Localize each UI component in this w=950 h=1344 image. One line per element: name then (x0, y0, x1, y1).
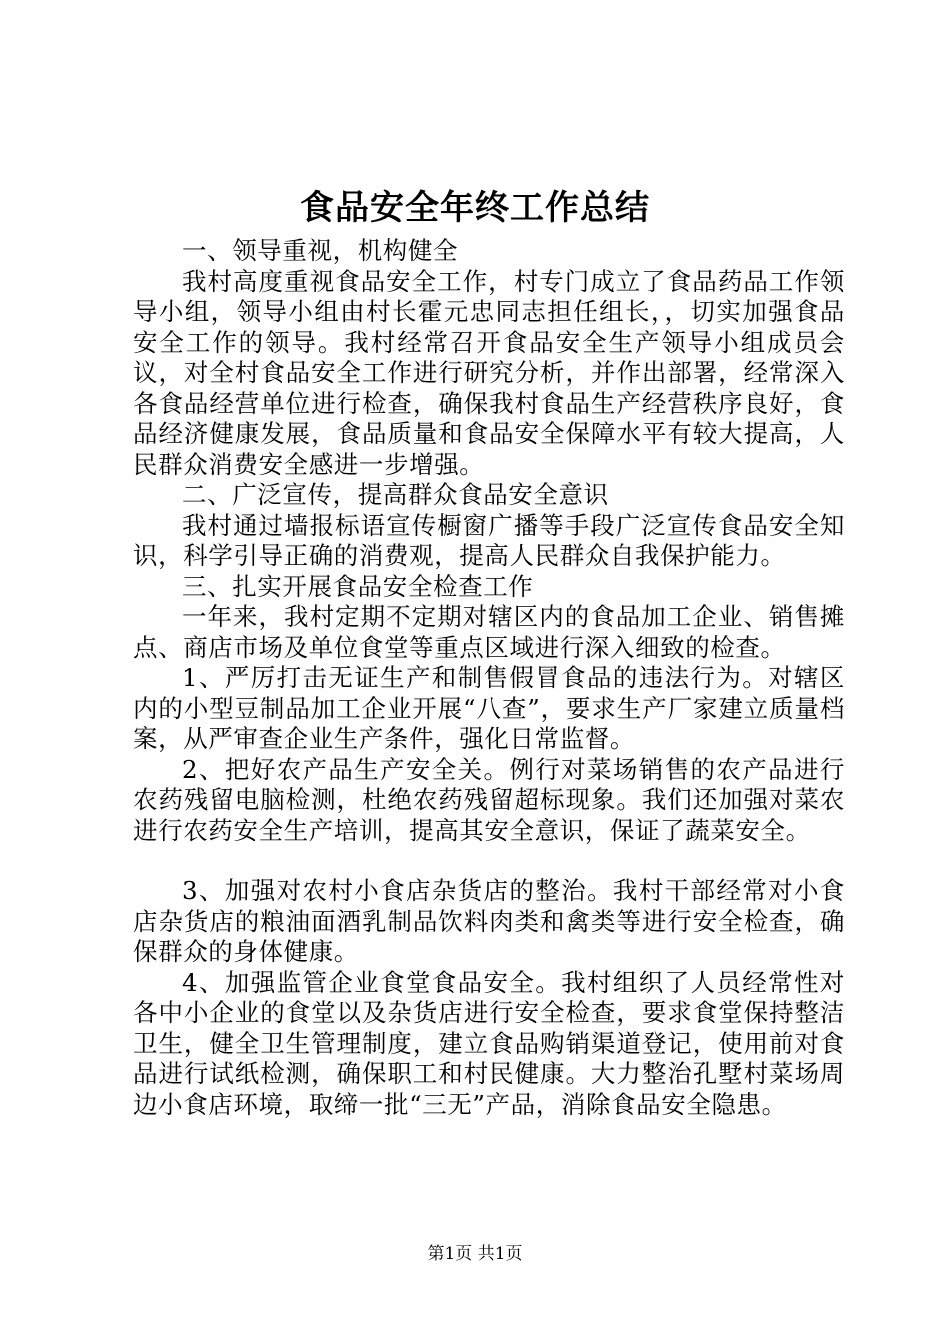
section-heading-3: 三、扎实开展食品安全检查工作 (182, 571, 534, 601)
document-body (133, 236, 845, 1120)
section-heading-2: 二、广泛宣传，提高群众食品安全意识 (182, 480, 609, 509)
paragraph: 我村高度重视食品安全工作，村专门成立了食品药品工作领导小组，领导小组由村长霍元忠同志担任组长，，切实加强食品安全工作的领导。我村经常召开食品安全生产领导小组成员会议，对全村食品安全工作进行研究分析，并作出部署，经常深入各食品经营单位进行检查，确保我村食品生产经营秩序良好，食品经济健康发展，食品质量和食品安全保障水平有较大提高，人民群众消费安全感进一步增强。 (133, 266, 845, 479)
page-footer: 第1页 共1页 (427, 1244, 523, 1264)
list-item: 1、严厉打击无证生产和制售假冒食品的违法行为。对辖区内的小型豆制品加工企业开展“八查”，要求生产厂家建立质量档案，从严审查企业生产条件，强化日常监督。 (133, 663, 845, 753)
list-item: 3、加强对农村小食店杂货店的整治。我村干部经常对小食店杂货店的粮油面酒乳制品饮料肉类和禽类等进行安全检查，确保群众的身体健康。 (133, 876, 845, 966)
paragraph: 我村通过墙报标语宣传橱窗广播等手段广泛宣传食品安全知识，科学引导正确的消费观，提高人民群众自我保护能力。 (133, 510, 845, 570)
document-title: 食品安全年终工作总结 (300, 188, 650, 228)
list-item: 4、加强监管企业食堂食品安全。我村组织了人员经常性对各中小企业的食堂以及杂货店进行安全检查，要求食堂保持整洁卫生，健全卫生管理制度，建立食品购销渠道登记，使用前对食品进行试纸检测，确保职工和村民健康。大力整治孔墅村菜场周边小食店环境，取缔一批“三无”产品，消除食品安全隐患。 (133, 967, 845, 1119)
list-item: 2、把好农产品生产安全关。例行对菜场销售的农产品进行农药残留电脑检测，杜绝农药残留超标现象。我们还加强对菜农进行农药安全生产培训，提高其安全意识，保证了蔬菜安全。 (133, 754, 845, 845)
paragraph: 一年来，我村定期不定期对辖区内的食品加工企业、销售摊点、商店市场及单位食堂等重点区域进行深入细致的检查。 (133, 602, 845, 662)
section-heading-1: 一、领导重视，机构健全 (182, 236, 459, 265)
